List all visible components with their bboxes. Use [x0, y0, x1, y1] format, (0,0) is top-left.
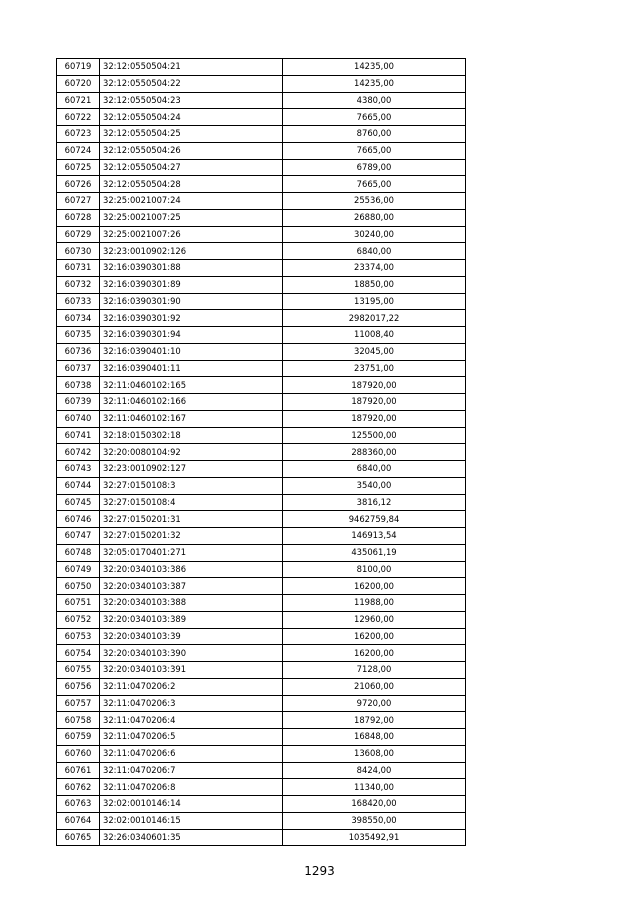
value-cell: 7665,00	[283, 176, 466, 193]
value-cell: 16848,00	[283, 729, 466, 746]
row-number-cell: 60762	[57, 779, 100, 796]
value-cell: 4380,00	[283, 92, 466, 109]
table-row	[57, 360, 466, 377]
table-row	[57, 444, 466, 461]
cadastral-number-cell: 32:27:0150108:3	[100, 477, 283, 494]
row-number-cell: 60763	[57, 796, 100, 813]
row-number-cell: 60759	[57, 729, 100, 746]
table-row	[57, 528, 466, 545]
row-number-cell: 60729	[57, 226, 100, 243]
records-table-body	[57, 59, 466, 846]
cadastral-number-cell: 32:27:0150201:32	[100, 528, 283, 545]
cadastral-number-cell: 32:02:0010146:15	[100, 812, 283, 829]
row-number-cell: 60734	[57, 310, 100, 327]
row-number-cell: 60740	[57, 410, 100, 427]
value-cell: 18792,00	[283, 712, 466, 729]
value-cell: 3816,12	[283, 494, 466, 511]
table-row	[57, 159, 466, 176]
row-number-cell: 60764	[57, 812, 100, 829]
value-cell: 11988,00	[283, 595, 466, 612]
row-number-cell: 60725	[57, 159, 100, 176]
value-cell: 9720,00	[283, 695, 466, 712]
cadastral-number-cell: 32:16:0390301:90	[100, 293, 283, 310]
value-cell: 11340,00	[283, 779, 466, 796]
cadastral-number-cell: 32:16:0390301:89	[100, 276, 283, 293]
table-row	[57, 126, 466, 143]
table-row	[57, 561, 466, 578]
table-row	[57, 595, 466, 612]
value-cell: 288360,00	[283, 444, 466, 461]
value-cell: 26880,00	[283, 209, 466, 226]
cadastral-number-cell: 32:11:0470206:7	[100, 762, 283, 779]
table-row	[57, 293, 466, 310]
table-row	[57, 812, 466, 829]
table-row	[57, 695, 466, 712]
row-number-cell: 60732	[57, 276, 100, 293]
cadastral-number-cell: 32:12:0550504:21	[100, 59, 283, 76]
value-cell: 32045,00	[283, 343, 466, 360]
value-cell: 187920,00	[283, 377, 466, 394]
cadastral-number-cell: 32:27:0150108:4	[100, 494, 283, 511]
value-cell: 435061,19	[283, 544, 466, 561]
cadastral-number-cell: 32:27:0150201:31	[100, 511, 283, 528]
value-cell: 9462759,84	[283, 511, 466, 528]
value-cell: 187920,00	[283, 410, 466, 427]
cadastral-number-cell: 32:16:0390301:88	[100, 260, 283, 277]
value-cell: 187920,00	[283, 394, 466, 411]
value-cell: 3540,00	[283, 477, 466, 494]
cadastral-number-cell: 32:25:0021007:25	[100, 209, 283, 226]
cadastral-number-cell: 32:20:0340103:391	[100, 662, 283, 679]
table-row	[57, 176, 466, 193]
cadastral-number-cell: 32:18:0150302:18	[100, 427, 283, 444]
row-number-cell: 60748	[57, 544, 100, 561]
table-row	[57, 712, 466, 729]
table-row	[57, 75, 466, 92]
table-row	[57, 461, 466, 478]
table-row	[57, 829, 466, 846]
cadastral-number-cell: 32:12:0550504:26	[100, 142, 283, 159]
row-number-cell: 60744	[57, 477, 100, 494]
value-cell: 23374,00	[283, 260, 466, 277]
table-row	[57, 745, 466, 762]
table-row	[57, 327, 466, 344]
table-row	[57, 276, 466, 293]
value-cell: 13195,00	[283, 293, 466, 310]
cadastral-number-cell: 32:20:0340103:389	[100, 611, 283, 628]
cadastral-number-cell: 32:11:0470206:8	[100, 779, 283, 796]
value-cell: 16200,00	[283, 578, 466, 595]
row-number-cell: 60720	[57, 75, 100, 92]
table-row	[57, 193, 466, 210]
cadastral-number-cell: 32:12:0550504:27	[100, 159, 283, 176]
cadastral-number-cell: 32:16:0390301:92	[100, 310, 283, 327]
records-table	[56, 58, 466, 846]
table-row	[57, 226, 466, 243]
value-cell: 16200,00	[283, 645, 466, 662]
row-number-cell: 60752	[57, 611, 100, 628]
row-number-cell: 60742	[57, 444, 100, 461]
table-row	[57, 427, 466, 444]
cadastral-number-cell: 32:16:0390401:10	[100, 343, 283, 360]
row-number-cell: 60739	[57, 394, 100, 411]
value-cell: 7665,00	[283, 142, 466, 159]
cadastral-number-cell: 32:16:0390401:11	[100, 360, 283, 377]
table-row	[57, 611, 466, 628]
row-number-cell: 60745	[57, 494, 100, 511]
table-row	[57, 578, 466, 595]
table-row	[57, 394, 466, 411]
value-cell: 146913,54	[283, 528, 466, 545]
table-row	[57, 544, 466, 561]
row-number-cell: 60765	[57, 829, 100, 846]
table-row	[57, 678, 466, 695]
row-number-cell: 60737	[57, 360, 100, 377]
table-row	[57, 645, 466, 662]
table-row	[57, 209, 466, 226]
value-cell: 1035492,91	[283, 829, 466, 846]
cadastral-number-cell: 32:11:0460102:167	[100, 410, 283, 427]
row-number-cell: 60721	[57, 92, 100, 109]
value-cell: 30240,00	[283, 226, 466, 243]
value-cell: 14235,00	[283, 75, 466, 92]
row-number-cell: 60726	[57, 176, 100, 193]
value-cell: 13608,00	[283, 745, 466, 762]
cadastral-number-cell: 32:20:0340103:390	[100, 645, 283, 662]
table-row	[57, 377, 466, 394]
table-row	[57, 310, 466, 327]
row-number-cell: 60733	[57, 293, 100, 310]
table-row	[57, 494, 466, 511]
row-number-cell: 60753	[57, 628, 100, 645]
table-row	[57, 243, 466, 260]
cadastral-number-cell: 32:11:0470206:3	[100, 695, 283, 712]
row-number-cell: 60750	[57, 578, 100, 595]
cadastral-number-cell: 32:12:0550504:28	[100, 176, 283, 193]
cadastral-number-cell: 32:12:0550504:24	[100, 109, 283, 126]
table-row	[57, 662, 466, 679]
table-row	[57, 729, 466, 746]
row-number-cell: 60751	[57, 595, 100, 612]
table-row	[57, 109, 466, 126]
table-row	[57, 260, 466, 277]
value-cell: 25536,00	[283, 193, 466, 210]
cadastral-number-cell: 32:11:0470206:6	[100, 745, 283, 762]
value-cell: 12960,00	[283, 611, 466, 628]
row-number-cell: 60738	[57, 377, 100, 394]
value-cell: 7665,00	[283, 109, 466, 126]
row-number-cell: 60754	[57, 645, 100, 662]
cadastral-number-cell: 32:23:0010902:127	[100, 461, 283, 478]
page-number: 1293	[304, 864, 335, 878]
table-row	[57, 477, 466, 494]
table-row	[57, 796, 466, 813]
value-cell: 6789,00	[283, 159, 466, 176]
cadastral-number-cell: 32:12:0550504:23	[100, 92, 283, 109]
row-number-cell: 60760	[57, 745, 100, 762]
cadastral-number-cell: 32:20:0340103:388	[100, 595, 283, 612]
value-cell: 2982017,22	[283, 310, 466, 327]
cadastral-number-cell: 32:11:0470206:4	[100, 712, 283, 729]
table-row	[57, 92, 466, 109]
cadastral-number-cell: 32:11:0460102:166	[100, 394, 283, 411]
value-cell: 18850,00	[283, 276, 466, 293]
value-cell: 8100,00	[283, 561, 466, 578]
table-row	[57, 410, 466, 427]
table-row	[57, 628, 466, 645]
cadastral-number-cell: 32:11:0460102:165	[100, 377, 283, 394]
row-number-cell: 60735	[57, 327, 100, 344]
row-number-cell: 60736	[57, 343, 100, 360]
table-row	[57, 59, 466, 76]
row-number-cell: 60756	[57, 678, 100, 695]
table-row	[57, 779, 466, 796]
cadastral-number-cell: 32:23:0010902:126	[100, 243, 283, 260]
cadastral-number-cell: 32:11:0470206:2	[100, 678, 283, 695]
cadastral-number-cell: 32:16:0390301:94	[100, 327, 283, 344]
cadastral-number-cell: 32:02:0010146:14	[100, 796, 283, 813]
cadastral-number-cell: 32:05:0170401:271	[100, 544, 283, 561]
value-cell: 398550,00	[283, 812, 466, 829]
cadastral-number-cell: 32:25:0021007:24	[100, 193, 283, 210]
row-number-cell: 60727	[57, 193, 100, 210]
row-number-cell: 60730	[57, 243, 100, 260]
row-number-cell: 60758	[57, 712, 100, 729]
row-number-cell: 60728	[57, 209, 100, 226]
row-number-cell: 60743	[57, 461, 100, 478]
table-row	[57, 343, 466, 360]
value-cell: 21060,00	[283, 678, 466, 695]
value-cell: 6840,00	[283, 243, 466, 260]
value-cell: 7128,00	[283, 662, 466, 679]
value-cell: 125500,00	[283, 427, 466, 444]
row-number-cell: 60741	[57, 427, 100, 444]
value-cell: 14235,00	[283, 59, 466, 76]
row-number-cell: 60746	[57, 511, 100, 528]
cadastral-number-cell: 32:12:0550504:25	[100, 126, 283, 143]
row-number-cell: 60731	[57, 260, 100, 277]
cadastral-number-cell: 32:20:0340103:386	[100, 561, 283, 578]
cadastral-number-cell: 32:20:0340103:387	[100, 578, 283, 595]
row-number-cell: 60722	[57, 109, 100, 126]
value-cell: 8424,00	[283, 762, 466, 779]
value-cell: 6840,00	[283, 461, 466, 478]
value-cell: 168420,00	[283, 796, 466, 813]
row-number-cell: 60747	[57, 528, 100, 545]
cadastral-number-cell: 32:11:0470206:5	[100, 729, 283, 746]
cadastral-number-cell: 32:12:0550504:22	[100, 75, 283, 92]
row-number-cell: 60755	[57, 662, 100, 679]
table-row	[57, 142, 466, 159]
value-cell: 23751,00	[283, 360, 466, 377]
value-cell: 11008,40	[283, 327, 466, 344]
cadastral-number-cell: 32:25:0021007:26	[100, 226, 283, 243]
cadastral-number-cell: 32:20:0080104:92	[100, 444, 283, 461]
row-number-cell: 60719	[57, 59, 100, 76]
table-row	[57, 762, 466, 779]
row-number-cell: 60749	[57, 561, 100, 578]
cadastral-number-cell: 32:20:0340103:39	[100, 628, 283, 645]
row-number-cell: 60757	[57, 695, 100, 712]
value-cell: 16200,00	[283, 628, 466, 645]
value-cell: 8760,00	[283, 126, 466, 143]
cadastral-number-cell: 32:26:0340601:35	[100, 829, 283, 846]
row-number-cell: 60761	[57, 762, 100, 779]
row-number-cell: 60724	[57, 142, 100, 159]
row-number-cell: 60723	[57, 126, 100, 143]
table-row	[57, 511, 466, 528]
